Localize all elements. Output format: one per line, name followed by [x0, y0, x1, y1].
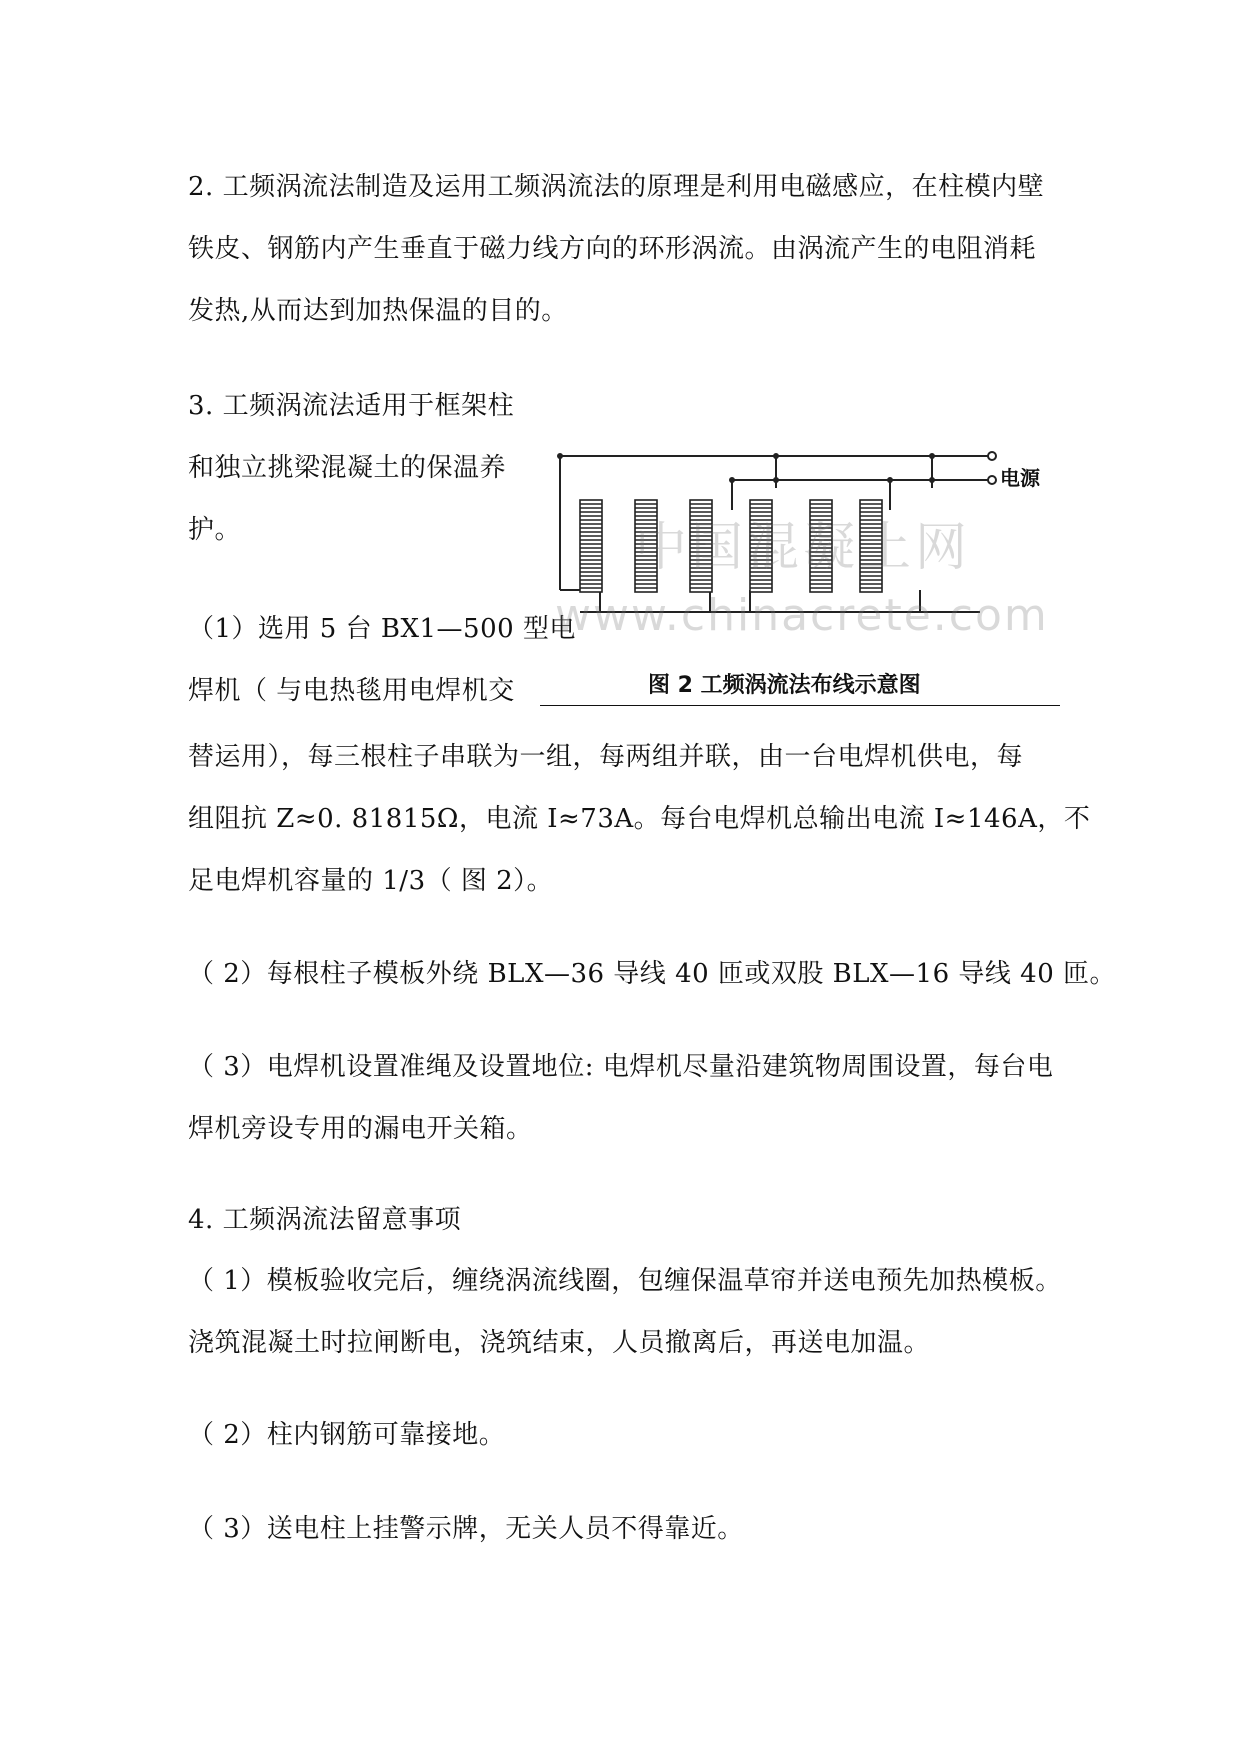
watermark-cn: 中国混凝土网 — [635, 518, 972, 578]
item-3-1-line-3: 替运用），每三根柱子串联为一组，每两组并联，由一台电焊机供电，每 — [188, 742, 1024, 772]
item-4-1-line-1: （ 1）模板验收完后，缠绕涡流线圈，包缠保温草帘并送电预先加热模板。 — [188, 1266, 1062, 1296]
item-3-2-line-1: （ 2）每根柱子模板外绕 BLX—36 导线 40 匝或双股 BLX—16 导线 40 匝。 — [188, 959, 1117, 989]
paragraph-3-line-1: 3. 工频涡流法适用于框架柱 — [188, 391, 515, 421]
item-3-1-line-4: 组阻抗 Z≈0. 81815Ω，电流 I≈73A。每台电焊机总输出电流 I≈146A，不 — [188, 804, 1091, 834]
item-3-1-line-2: 焊机（ 与电热毯用电焊机交 — [188, 676, 515, 706]
paragraph-3-line-3: 护。 — [188, 515, 242, 545]
column-coil-1 — [580, 500, 602, 592]
figure-rule — [540, 705, 1060, 706]
paragraph-4-heading: 4. 工频涡流法留意事项 — [188, 1205, 462, 1235]
item-3-1-line-5: 足电焊机容量的 1/3（ 图 2）。 — [188, 866, 554, 896]
item-4-3-line-1: （ 3）送电柱上挂警示牌，无关人员不得靠近。 — [188, 1514, 744, 1544]
paragraph-2-line-3: 发热,从而达到加热保温的目的。 — [188, 296, 568, 326]
paragraph-2-line-2: 铁皮、钢筋内产生垂直于磁力线方向的环形涡流。由涡流产生的电阻消耗 — [188, 234, 1037, 264]
item-4-1-line-2: 浇筑混凝土时拉闸断电，浇筑结束，人员撤离后，再送电加温。 — [188, 1328, 931, 1358]
item-4-2-line-1: （ 2）柱内钢筋可靠接地。 — [188, 1420, 506, 1450]
figure-caption: 图 2 工频涡流法布线示意图 — [648, 673, 921, 698]
power-source-label: 电源 — [1000, 466, 1040, 490]
item-3-3-line-2: 焊机旁设专用的漏电开关箱。 — [188, 1114, 533, 1144]
paragraph-3-line-2: 和独立挑梁混凝土的保温养 — [188, 453, 507, 483]
item-3-3-line-1: （ 3）电焊机设置准绳及设置地位: 电焊机尽量沿建筑物周围设置，每台电 — [188, 1052, 1054, 1082]
paragraph-2-line-1: 2. 工频涡流法制造及运用工频涡流法的原理是利用电磁感应，在柱模内壁 — [188, 172, 1045, 202]
item-3-1-line-1: （1）选用 5 台 BX1—500 型电 — [188, 614, 576, 644]
watermark-url: www.chinacrete.com — [555, 590, 1049, 641]
